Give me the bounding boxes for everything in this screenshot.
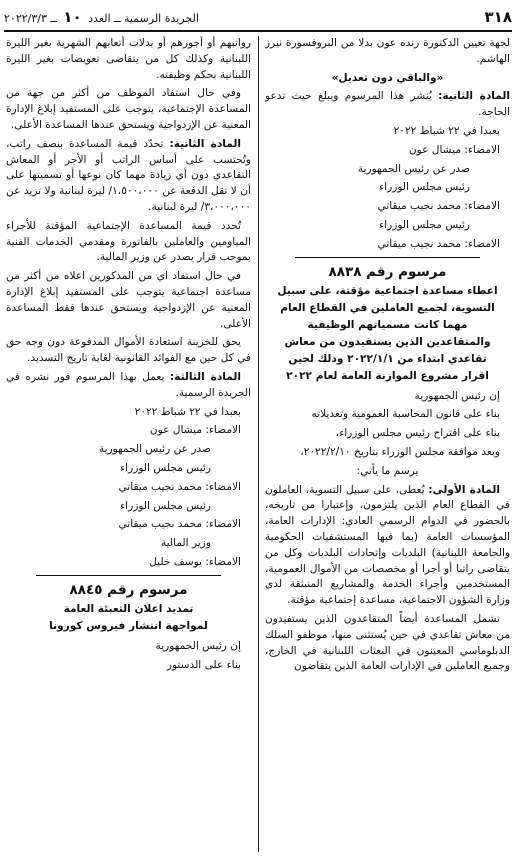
- decree-separator: [36, 575, 221, 576]
- pm-signature-2: الامضاء: محمد نجيب ميقاتي: [377, 237, 500, 250]
- pm-title: رئيس مجلس الوزراء: [379, 181, 470, 194]
- article-2-paragraph: [6, 137, 251, 216]
- article-text: يُنشر هذا المرسوم ويبلغ حيث تدعو الحاجة.: [265, 90, 510, 119]
- preamble-line: إن رئيس الجمهورية: [155, 639, 241, 652]
- article-label: المادة الثالثة:: [169, 370, 241, 383]
- article-label: المادة الثانية:: [169, 137, 241, 150]
- unchanged-note: «والباقي دون تعديل»: [331, 71, 444, 84]
- article-text: يُعطى، على سبيل التسوية، العاملون في القطاع العام الذين يلتزمون، وإعتبارا من تاريخه، بالحضور في الدوام الرسمي العادي: الإدارات العامة، المؤسسات العامة (بما فيها المستشفيات الحكومية والجامعة اللبنانية) البلديات وإتحادات البلديات وكل من يتقاضى راتبا أو أجرا أو مخصصات من الأموال العمومية، المستخدمين وأجراء الخدمة والمشاريع المنبثقة لدى وزارة الشؤون الاجتماعية، مساعدة إجتماعية مؤقتة.: [265, 483, 510, 607]
- pm-title-2: رئيس مجلس الوزراء: [120, 499, 211, 512]
- preamble-line: وبعد موافقة مجلس الوزراء بتاريخ ٢٠٢٢/٢/١٠،: [300, 445, 500, 458]
- column-divider: [258, 36, 259, 852]
- article-text: تحدّد قيمة المساعدة بنصف راتب، وتُحتسب على أساس الراتب أو الأجر أو المعاش التقاعدي دون أي زيادة مهما كان نوعها أو تسميتها على أن لا تقل الدفعة عن ١،٥٠٠،٠٠٠/ ليرة لبنانية ولا تزيد عن ٣،٠٠٠،٠٠٠/ ليرة لبنانية.: [6, 137, 251, 213]
- issue-date: ــ ٢٠٢٢/٣/٣: [4, 12, 57, 25]
- subject-line: تمديد اعلان التعبئة العامة: [63, 602, 194, 615]
- issued-by: صدر عن رئيس الجمهورية: [98, 443, 211, 456]
- preamble-line: بناء على الدستور: [166, 658, 241, 671]
- pm-title-2: رئيس مجلس الوزراء: [379, 218, 470, 231]
- paragraph: يحق للخزينة استعادة الأموال المدفوعة دون وجه حق في كل حين مع الفوائد القانونية لغاية تاريخ التسديد.: [6, 336, 251, 365]
- article-text: يعمل بهذا المرسوم فور نشره في الجريدة الرسمية.: [6, 370, 251, 399]
- article-2-paragraph: [265, 89, 510, 121]
- page-header: [4, 4, 512, 32]
- issue-number: ١٠: [63, 8, 82, 26]
- intro-paragraph: لجهة تعيين الدكتورة رنده عون بدلا من البروفسورة نيرز الهاشم.: [265, 37, 510, 65]
- gazette-title: [4, 8, 199, 26]
- pm-signature-2: الامضاء: محمد نجيب ميقاتي: [118, 518, 241, 531]
- preamble-line: يرسم ما يأتي:: [356, 464, 419, 477]
- paragraph: رواتبهم أو أجورهم أو بدلات أتعابهم الشهرية بغير الليرة اللبنانية وكذلك كل من يتقاضى تعويضات بغير الليرة اللبنانية بحكم وظيفته.: [6, 37, 251, 81]
- subject-line: والمتقاعدين الذين يستفيدون من معاش: [284, 335, 491, 348]
- preamble-line: إن رئيس الجمهورية: [414, 389, 500, 402]
- decree-subject: [6, 601, 251, 635]
- article-1-continuation: تشمل المساعدة أيضاً المتقاعدون الذين يستفيدون من معاش تقاعدي في حين يُستثنى منها، موظفو السلك الدبلوماسي المعينون في البعثات اللبنانية في الخارج، وجميع العاملين في الإدارات العامة الذين يتقاضون: [265, 612, 510, 673]
- left-column: [6, 36, 251, 852]
- date-line: بعبدا في ٢٢ شباط ٢٠٢٢: [134, 405, 241, 418]
- decree-separator: [295, 257, 480, 258]
- pm-signature: الامضاء: محمد نجيب ميقاتي: [377, 200, 500, 213]
- subject-line: مهما كانت مسمياتهم الوظيفية: [307, 318, 468, 331]
- article-1-paragraph: [265, 483, 510, 609]
- finance-minister-signature: الامضاء: يوسف خليل: [149, 555, 241, 568]
- issued-by: صدر عن رئيس الجمهورية: [357, 162, 470, 175]
- paragraph: تُحدد قيمة المساعدة الإجتماعية المؤقتة للأجراء المياومين والعاملين بالفاتورة ومقدمي الخدمات الفنية بموجب قرار يصدر عن وزير المالية.: [6, 219, 251, 264]
- article-label: المادة الأولى:: [428, 483, 500, 496]
- paragraph: في حال استفاد اي من المذكورين اعلاه من أكثر من مساعدة اجتماعية يتوجب على المستفيد إبلاغ الإدارة المعنية عن الإزدواجية ويستحق عندها فقط المساعدة الأعلى.: [6, 270, 251, 330]
- date-line: بعبدا في ٢٢ شباط ٢٠٢٢: [393, 124, 500, 137]
- subject-line: لمواجهة انتشار فيروس كورونا: [49, 619, 208, 632]
- right-column: [265, 36, 510, 852]
- subject-line: اقرار مشروع الموازنة العامة لعام ٢٠٢٢: [286, 369, 489, 382]
- preamble-line: بناء على قانون المحاسبة العمومية وتعديلاته: [311, 408, 500, 421]
- subject-line: تقاعدي ابتداء من ٢٠٢٢/١/١ وذلك لحين: [288, 352, 487, 365]
- decree-title: مرسوم رقم ٨٨٤٥: [69, 581, 188, 598]
- article-label: المادة الثانية:: [438, 90, 510, 103]
- page-number: ٣١٨: [484, 8, 512, 26]
- preamble-line: بناء على اقتراح رئيس مجلس الوزراء،: [335, 427, 500, 440]
- subject-line: التسوية، لجميع العاملين في القطاع العام: [280, 301, 495, 314]
- finance-minister-title: وزير المالية: [160, 537, 211, 550]
- signature-president: الامضاء: ميشال عون: [408, 143, 500, 156]
- signature-president: الامضاء: ميشال عون: [149, 424, 241, 437]
- paragraph: وفي حال استفاد الموظف من أكثر من جهة من المساعدة الإجتماعية، يتوجب على المستفيد إبلاغ الإدارة المعنية عن الإزدواجية ويستحق عندها المساعدة الأعلى.: [6, 87, 251, 131]
- subject-line: اعطاء مساعدة اجتماعية مؤقتة، على سبيل: [277, 284, 498, 297]
- pm-signature: الامضاء: محمد نجيب ميقاتي: [118, 480, 241, 493]
- decree-title: مرسوم رقم ٨٨٣٨: [328, 263, 447, 280]
- pm-title: رئيس مجلس الوزراء: [120, 461, 211, 474]
- gazette-name: الجريدة الرسمية ــ العدد: [88, 12, 199, 25]
- decree-subject: [265, 283, 510, 385]
- article-3-paragraph: [6, 370, 251, 402]
